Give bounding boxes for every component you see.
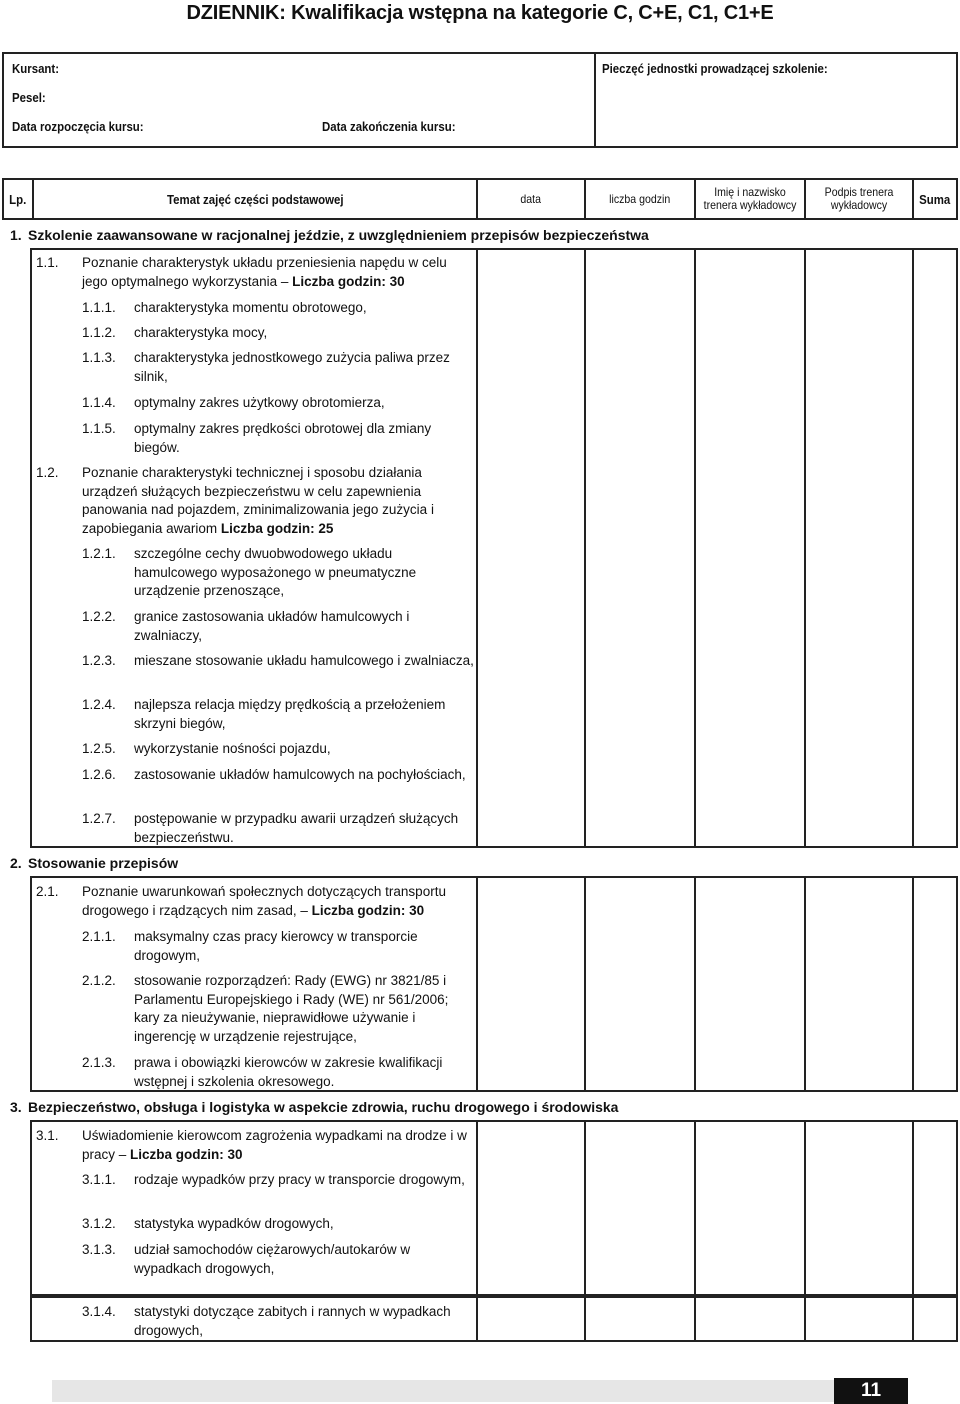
subitem-number: 1.2.4. (82, 697, 116, 712)
subitem-number: 3.1.4. (82, 1304, 116, 1319)
subitem-text: zastosowanie układów hamulcowych na pochyłościach, (134, 767, 466, 782)
section-2-signature-cell[interactable] (804, 876, 914, 1092)
subitem-text: statystyka wypadków drogowych, (134, 1216, 334, 1231)
section-3-continued-trainer-cell[interactable] (694, 1296, 806, 1342)
section-3-continued-signature-cell[interactable] (804, 1296, 914, 1342)
subitem-text: szczególne cechy dwuobwodowego układu hamulcowego wyposażonego w pneumatyczne urządzenie przenoszące, (134, 546, 417, 598)
col-date: data (476, 178, 586, 220)
col-trainer-name: Imię i nazwisko trenera wykładowcy (694, 178, 806, 220)
section-3-signature-cell[interactable] (804, 1120, 914, 1296)
subitem-number: 1.1.1. (82, 300, 116, 315)
course-info-box (2, 52, 958, 148)
subitem-number: 3.1.3. (82, 1242, 116, 1257)
subitem-number: 2.1.1. (82, 929, 116, 944)
subitem-text: optymalny zakres użytkowy obrotomierza, (134, 395, 385, 410)
section-2-heading: 2. Stosowanie przepisów (10, 855, 179, 871)
topic-text: Uświadomienie kierowcom zagrożenia wypadkami na drodze i w pracy – Liczba godzin: 30 (82, 1128, 467, 1162)
section-1-trainer-cell[interactable] (694, 248, 806, 848)
col-trainer-signature: Podpis trenera wykładowcy (804, 178, 914, 220)
section-3-continued-total-cell[interactable] (912, 1296, 958, 1342)
section-3-trainer-cell[interactable] (694, 1120, 806, 1296)
topic-number: 1.2. (36, 465, 59, 480)
topic-number: 1.1. (36, 255, 59, 270)
col-total: Suma (912, 178, 958, 220)
section-2-trainer-cell[interactable] (694, 876, 806, 1092)
subitem-number: 3.1.2. (82, 1216, 116, 1231)
subitem-number: 1.2.2. (82, 609, 116, 624)
subitem-number: 1.2.5. (82, 741, 116, 756)
trainee-label: Kursant: (12, 61, 60, 76)
topic-number: 3.1. (36, 1128, 59, 1143)
pesel-label: Pesel: (12, 90, 46, 105)
subitem-number: 1.1.4. (82, 395, 116, 410)
subitem-number: 1.2.3. (82, 653, 116, 668)
subitem-text: optymalny zakres prędkości obrotowej dla zmiany biegów. (134, 421, 432, 455)
section-2-date-cell[interactable] (476, 876, 586, 1092)
subitem-text: maksymalny czas pracy kierowcy w transporcie drogowym, (134, 929, 418, 963)
section-1-total-cell[interactable] (912, 248, 958, 848)
section-1-hours-cell[interactable] (584, 248, 696, 848)
topic-number: 2.1. (36, 884, 59, 899)
section-3-date-cell[interactable] (476, 1120, 586, 1296)
subitem-text: udział samochodów ciężarowych/autokarów w wypadkach drogowych, (134, 1242, 411, 1276)
subitem-text: charakterystyka mocy, (134, 325, 268, 340)
topic-text: Poznanie charakterystyk układu przeniesienia napędu w celu jego optymalnego wykorzystania – Liczba godzin: 30 (82, 255, 447, 289)
section-3-total-cell[interactable] (912, 1120, 958, 1296)
col-topic: Temat zajęć części podstawowej (32, 178, 478, 220)
section-1-signature-cell[interactable] (804, 248, 914, 848)
section-2-total-cell[interactable] (912, 876, 958, 1092)
section-3-heading: 3. Bezpieczeństwo, obsługa i logistyka w aspekcie zdrowia, ruchu drogowego i środowiska (10, 1099, 619, 1115)
subitem-number: 1.2.1. (82, 546, 116, 561)
page-title: DZIENNIK: Kwalifikacja wstępna na kategorie C, C+E, C1, C1+E (186, 2, 774, 24)
topic-text: Poznanie charakterystyki technicznej i sposobu działania urządzeń służących bezpieczeństwu w celu zapewnienia panowania nad pojazdem, zminimalizowania jego zużycia i zapobiegania awariom Liczba godzin: 25 (82, 465, 434, 536)
section-3-continued-hours-cell[interactable] (584, 1296, 696, 1342)
subitem-text: rodzaje wypadków przy pracy w transporcie drogowym, (134, 1172, 465, 1187)
subitem-text: mieszane stosowanie układu hamulcowego i zwalniacza, (134, 653, 474, 668)
subitem-text: statystyki dotyczące zabitych i rannych w wypadkach drogowych, (134, 1304, 451, 1338)
subitem-text: charakterystyka jednostkowego zużycia paliwa przez silnik, (134, 350, 450, 384)
subitem-number: 2.1.3. (82, 1055, 116, 1070)
subitem-number: 1.2.7. (82, 811, 116, 826)
subitem-text: najlepsza relacja między prędkością a przełożeniem skrzyni biegów, (134, 697, 446, 731)
subitem-number: 1.1.2. (82, 325, 116, 340)
page-number: 11 (834, 1378, 908, 1404)
subitem-number: 2.1.2. (82, 973, 116, 988)
section-2-hours-cell[interactable] (584, 876, 696, 1092)
topic-text: Poznanie uwarunkowań społecznych dotyczących transportu drogowego i rządzących nim zasad, – Liczba godzin: 30 (82, 884, 446, 918)
course-end-label: Data zakończenia kursu: (322, 119, 456, 134)
subitem-text: prawa i obowiązki kierowców w zakresie kwalifikacji wstępnej i szkolenia okresowego. (134, 1055, 443, 1089)
col-lp: Lp. (2, 178, 34, 220)
section-1-heading: 1. Szkolenie zaawansowane w racjonalnej jeździe, z uwzględnieniem przepisów bezpieczeństwa (10, 227, 649, 243)
subitem-number: 1.1.5. (82, 421, 116, 436)
subitem-number: 1.2.6. (82, 767, 116, 782)
subitem-number: 1.1.3. (82, 350, 116, 365)
section-3-continued-date-cell[interactable] (476, 1296, 586, 1342)
section-3-hours-cell[interactable] (584, 1120, 696, 1296)
subitem-number: 3.1.1. (82, 1172, 116, 1187)
subitem-text: granice zastosowania układów hamulcowych i zwalniaczy, (134, 609, 410, 643)
course-start-label: Data rozpoczęcia kursu: (12, 119, 144, 134)
subitem-text: postępowanie w przypadku awarii urządzeń służących bezpieczeństwu. (134, 811, 459, 845)
info-box-divider (594, 54, 596, 146)
footer-bar (52, 1380, 834, 1402)
stamp-label: Pieczęć jednostki prowadzącej szkolenie: (602, 61, 828, 76)
col-hours: liczba godzin (584, 178, 696, 220)
subitem-text: stosowanie rozporządzeń: Rady (EWG) nr 3821/85 i Parlamentu Europejskiego i Rady (WE) nr 561/2006; kary za nieużywanie, nieprawidłowe używanie i ingerencję w urządzenie rejestrujące, (134, 973, 449, 1044)
subitem-text: wykorzystanie nośności pojazdu, (134, 741, 331, 756)
section-1-date-cell[interactable] (476, 248, 586, 848)
subitem-text: charakterystyka momentu obrotowego, (134, 300, 367, 315)
